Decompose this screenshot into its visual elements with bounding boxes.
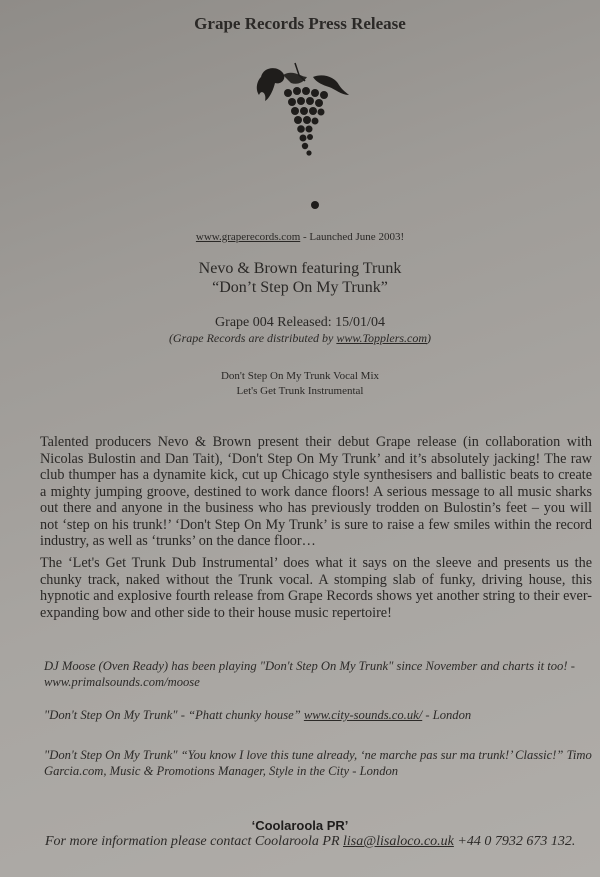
body-paragraph: Talented producers Nevo & Brown present their debut Grape release (in collaboration with Nicolas Bulostin and Dan Tait), ‘Don't Step On My Trunk’ and it’s absolutely jacking! The raw club thumper has a dynamite kick, cut up Chicago style synthesisers and ballistic beats to create a mighty jumping groove, destined to work dance floors! A serious message to all music sharks out there and anyone in the business who has previously trodden on Bulostin’s feet – you will not ‘step on his trunk!’ ‘Don't Step On My Trunk’ is sure to raise a few smiles within the record industry, as well as ‘trunks’ on the dance floor… (40, 434, 592, 549)
email-link[interactable]: lisa@lisaloco.co.uk (343, 834, 454, 849)
quote-timo-garcia: "Don't Step On My Trunk" “You know I love this tune already, ‘ne marche pas sur ma trunk!’ Classic!” Timo Garcia.com, Music & Promotions Manager, Style in the City - London (44, 748, 592, 778)
pr-agency-name: ‘Coolaroola PR’ (251, 818, 349, 833)
distribution-suffix: ) (427, 331, 432, 345)
quote-text: "Don't Step On My Trunk" - “Phatt chunky house” (44, 708, 304, 722)
quote-location: - London (422, 708, 472, 722)
contact-prefix: For more information please contact Coolaroola PR (45, 834, 343, 849)
release-heading (0, 259, 600, 297)
decorative-dot (311, 201, 319, 209)
city-sounds-link[interactable]: www.city-sounds.co.uk/ (303, 708, 423, 722)
distribution-note (0, 331, 600, 346)
quote-dj-moose: DJ Moose (Oven Ready) has been playing "Don't Step On My Trunk" since November and charts it too! - www.primalsounds.com/moose (44, 659, 575, 689)
website-link[interactable]: www.graperecords.com (195, 231, 301, 243)
grape-cluster-icon (243, 55, 363, 165)
artist-line: Nevo & Brown featuring Trunk (198, 260, 402, 277)
distribution-prefix: (Grape Records are distributed by (168, 331, 337, 345)
phone-number: +44 0 7932 673 132. (453, 834, 576, 849)
website-line (0, 231, 600, 243)
catalog-line: Grape 004 Released: 15/01/04 (215, 315, 385, 330)
track-item: Let's Get Trunk Instrumental (236, 385, 364, 397)
body-paragraph: The ‘Let's Get Trunk Dub Instrumental’ does what it says on the sleeve and presents us the chunky track, naked without the Trunk vocal. A stomping slab of funky, driving house, this hypnotic and explosive fourth release from Grape Records shows yet another string to their ever-expanding bow and other side to their house music repertoire! (40, 555, 592, 621)
track-list (0, 369, 600, 399)
quote-city-sounds (44, 707, 592, 723)
track-title: “Don’t Step On My Trunk” (212, 279, 388, 296)
page-title: Grape Records Press Release (194, 14, 406, 33)
track-item: Don't Step On My Trunk Vocal Mix (220, 370, 380, 382)
contact-line (45, 834, 600, 850)
distributor-link[interactable]: www.Topplers.com (336, 331, 428, 345)
launch-note: - Launched June 2003! (300, 231, 405, 243)
